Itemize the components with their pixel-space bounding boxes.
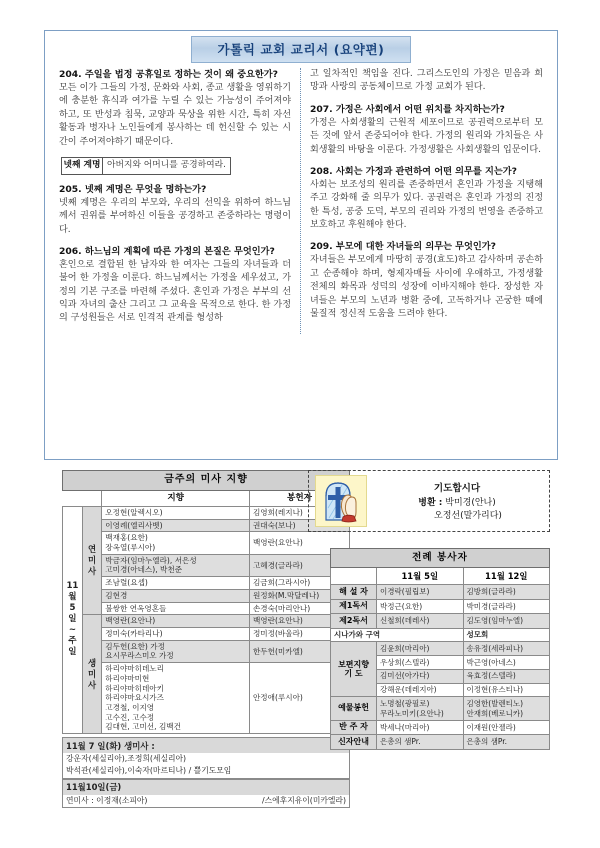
mass-date-label: 11 월 5 일 ~ 주 일 [63,506,83,733]
servers-cell-date2: 박근영(아네스) [463,656,549,670]
mass-intention-cell: 조남렬(요셉) [102,577,250,590]
mass-intention-cell: 김두헌(요한) 가정 요시무라스미오 가정 [102,640,250,662]
commandment-box-text: 아버지와 어머니를 공경하여라. [107,159,226,170]
servers-cell-date1: 시나가와 구역 [331,628,464,642]
mass-intentions-section [62,470,350,808]
prayer-title: 기도합시다 [433,482,481,494]
catechism-question: 205. 넷째 계명은 무엇을 명하는가? [59,183,207,195]
servers-role-label: 신자안내 [331,735,377,749]
catechism-answer: 가정은 사회생활의 근원적 세포이므로 공권력으로부터 모든 것에 앞서 존중되어야 한다. 가정의 원리와 가치들은 사회생활의 바탕을 이룬다. 가정생활은 사회생활의 입문이다. [310,117,543,155]
servers-cell-date1: 박세나(마리아) [377,720,463,734]
catechism-answer: 고 일차적인 책임을 진다. 그리스도인의 가정은 믿음과 희망과 사랑의 공동체이므로 가정 교회가 된다. [310,69,543,93]
catechism-question: 208. 사회는 가정과 관련하여 어떤 의무를 지는가? [310,165,517,177]
prayer-request-box [308,470,550,532]
mass-intention-cell: 김현경 [102,589,250,602]
table-row [63,640,350,662]
catechism-entry [59,68,291,149]
mass-offerer-cell: 손경숙(마리안나) [249,602,349,615]
servers-role-label: 제1독서 [331,599,377,613]
mass-offerer-cell: 권대숙(보나) [249,519,349,532]
mass-note-line: 강운자(세실리아),조정희(세실리아) [62,753,350,765]
mass-table-body [63,506,350,733]
prayer-sick-label: 병환 : [418,497,443,508]
liturgy-servers-table [330,548,550,750]
catechism-answer: 넷째 계명은 우리의 부모와, 우리의 선익을 위하여 하느님께서 권위를 부여하신 이들을 공경하고 존중하라는 명령이다. [59,197,291,235]
prayer-text-group [367,480,543,522]
mass-note-block [62,737,350,779]
mass-note-header: 11월10일(금) [62,779,350,795]
commandment-box [61,157,231,175]
mass-intention-cell: 정미숙(카타리나) [102,627,250,640]
mass-table-header-row [63,490,350,506]
catechism-columns [50,68,552,334]
table-row [63,589,350,602]
mass-header-spacer-date [63,490,83,506]
mass-note-block [62,779,350,808]
catechism-question: 204. 주일을 법정 공휴일로 정하는 것이 왜 중요한가? [59,69,279,80]
mass-table-title: 금주의 미사 지향 [63,471,350,491]
mass-offerer-cell: 안정애(루시아) [249,663,349,734]
catechism-left-column [50,68,301,334]
mass-header-offerer: 봉헌자 [249,490,349,506]
catechism-entry [59,183,291,237]
catechism-entry [310,68,543,95]
mass-section-label: 생 미 사 [82,615,101,734]
servers-cell-date1: 김윤희(마리아) [377,642,463,656]
servers-role-label: 예물봉헌 [331,697,377,721]
mass-offerer-cell: 원정화(M.막달레나) [249,589,349,602]
servers-cell-date2: 김방희(글라라) [463,585,549,599]
catechism-entry [310,103,543,157]
catechism-answer: 모든 이가 그들의 가정, 문화와 사회, 종교 생활을 영위하기에 충분한 휴식과 여가를 누릴 수 있는 가능성이 주어져야 하고, 또 반성과 침묵, 교양과 묵상을 위한 시간, 특히 자선 활동과 병자나 노인들에게 봉사하는 데 헌신할 수 있는 시간이 주어져야하기 때문이다. [59,83,291,147]
catechism-answer: 혼인으로 결합된 한 남자와 한 여자는 그들의 자녀들과 더불어 한 가정을 이룬다. 하느님께서는 가정을 세우셨고, 가정의 기본 구조를 마련해 주셨다. 혼인과 가정은 부부의 선익과 자녀의 출산 그리고 그 교육을 목적으로 한다. 한 가정의 구성원들은 서로 인격적 관계를 형성하 [59,259,291,324]
liturgy-servers-section [330,548,550,750]
mass-note-header: 11월 7 일(화) 생미사 : [62,737,350,753]
table-row [63,615,350,628]
table-row [331,599,550,613]
mass-intention-cell: 오정현(알렉시오) [102,506,250,519]
prayer-sick-name-2: 오정선(말가리다) [434,510,502,521]
mass-section-label: 연 미 사 [82,506,101,614]
servers-cell-date2: 박미경(글라라) [463,599,549,613]
table-row [331,720,550,734]
mass-table-head [63,471,350,507]
prayer-sick-row [371,497,543,510]
table-row [331,735,550,749]
table-row [63,554,350,576]
mass-offerer-cell: 백영란(요안나) [249,615,349,628]
servers-table-body [331,585,550,749]
mass-header-intention: 지향 [102,490,250,506]
mass-offerer-cell: 김영희(레지나) [249,506,349,519]
table-row [331,614,550,628]
servers-title-row [331,549,550,568]
mass-offerer-cell: 백영란(요안나) [249,532,349,554]
mass-offerer-cell: 고혜경(글라라) [249,554,349,576]
servers-cell-date1: 강해운(데레지아) [377,683,463,697]
servers-cell-date2: 이정현(유스티나) [463,683,549,697]
table-row [63,627,350,640]
mass-note-line: 박석관(세실리아),이숙자(마르티나) / 쁠기도모임 [62,765,350,778]
mass-note-line-right: /스에후지유이(미카엘라) [261,795,346,805]
table-row [331,628,550,642]
mass-intention-cell: 불쌍한 연옥영혼들 [102,602,250,615]
mass-notes [62,737,350,808]
mass-table-title-row [63,471,350,491]
table-row [63,506,350,519]
servers-cell-date1: 김미선(아가다) [377,669,463,683]
table-row [63,602,350,615]
servers-date-header-2: 11월 12일 [463,568,549,585]
servers-cell-date2: 김도영(임마누엘) [463,614,549,628]
mass-offerer-cell: 정미정(바울라) [249,627,349,640]
servers-cell-date2: 육효정(스텔라) [463,669,549,683]
mass-intention-cell: 이영례(엘리사벳) [102,519,250,532]
table-row [331,697,550,721]
catechism-entry [59,245,291,326]
servers-cell-date1: 은총의 샘Pr. [377,735,463,749]
servers-cell-date1: 이경락(필립보) [377,585,463,599]
servers-role-label: 반 주 자 [331,720,377,734]
praying-hands-stained-glass-icon [315,475,367,527]
catechism-question: 207. 가정은 사회에서 어떤 위치를 차지하는가? [310,103,505,115]
prayer-sick-name-1: 박미경(안나) [445,497,496,508]
catechism-answer: 자녀들은 부모에게 마땅히 공경(효도)하고 감사하며 공손하고 순종해야 하며, 형제자매들 사이에 우애하고, 가정생활 전체의 화목과 성덕의 성장에 이바지해야 한다. 장성한 자녀들은 부모의 노년과 병환 중에, 고독하거나 곤궁한 때에 물질적 정신적 도움을 드려야 한다. [310,255,543,319]
servers-role-label: 보편지향 기 도 [331,642,377,697]
servers-cell-date1: 노명철(광필로) 무라노미키(요안나) [377,697,463,721]
catechism-panel [44,30,558,460]
mass-offerer-cell: 한두헌(미카엘) [249,640,349,662]
mass-intention-cell: 하리야마히데노리 하리야마미현 하리야마히데아키 하리야마요시가즈 고경철, 이지영 고수진, 고수정 김대현, 고미선, 김백건 [102,663,250,734]
prayer-sick-row-2 [371,510,543,523]
commandment-box-label: 넷째 계명 [62,158,103,174]
servers-cell-date2: 이재원(안젤라) [463,720,549,734]
catechism-answer: 사회는 보조성의 원리를 존중하면서 혼인과 가정을 지탱해 주고 강화해 줄 의무가 있다. 공권력은 혼인과 가정의 진정한 특성, 공중 도덕, 부모의 권리와 가정의 번영을 존중하고 보호하고 후원해야 한다. [310,179,543,230]
mass-note-line [62,795,350,808]
catechism-question: 209. 부모에 대한 자녀들의 의무는 무엇인가? [310,241,496,253]
catechism-question: 206. 하느님의 계획에 따른 가정의 본질은 무엇인가? [59,245,275,257]
page-title: 가톨릭 교회 교리서 (요약편) [191,36,412,63]
servers-date-header-1: 11월 5일 [377,568,463,585]
table-row [63,663,350,734]
catechism-title-wrap [50,36,552,63]
servers-cell-date1: 박정근(요한) [377,599,463,613]
catechism-right-column [301,68,552,334]
mass-offerer-cell: 김금희(그라시아) [249,577,349,590]
table-row [331,642,550,656]
servers-table-title: 전례 봉사자 [331,549,550,568]
mass-intention-cell: 백재홍(요한) 장옥열(루시아) [102,532,250,554]
mass-note-line-left: 연미사 : 이정재(소피아) [66,795,148,805]
mass-header-spacer-type [82,490,101,506]
servers-role-header [331,568,377,585]
table-row [63,532,350,554]
servers-cell-date2: 은총의 샘Pr. [463,735,549,749]
catechism-entry [310,240,543,321]
servers-cell-date2: 송유정(세라피나) [463,642,549,656]
table-row [63,577,350,590]
table-row [331,585,550,599]
mass-intentions-table [62,470,350,734]
servers-role-label: 해 설 자 [331,585,377,599]
servers-role-label: 제2독서 [331,614,377,628]
table-row [63,519,350,532]
mass-intention-cell: 박금자(임마누엘라), 서은성 고미경(아네스), 박천준 [102,554,250,576]
servers-cell-date1: 우상희(스텔라) [377,656,463,670]
servers-cell-date2: 김영한(발렌티노) 안재희(베로니카) [463,697,549,721]
catechism-entry [310,165,543,233]
servers-table-head [331,549,550,585]
servers-cell-date1: 신철희(데레사) [377,614,463,628]
servers-date-row [331,568,550,585]
mass-intention-cell: 백영란(요안나) [102,615,250,628]
servers-cell-date2: 성모회 [463,628,549,642]
